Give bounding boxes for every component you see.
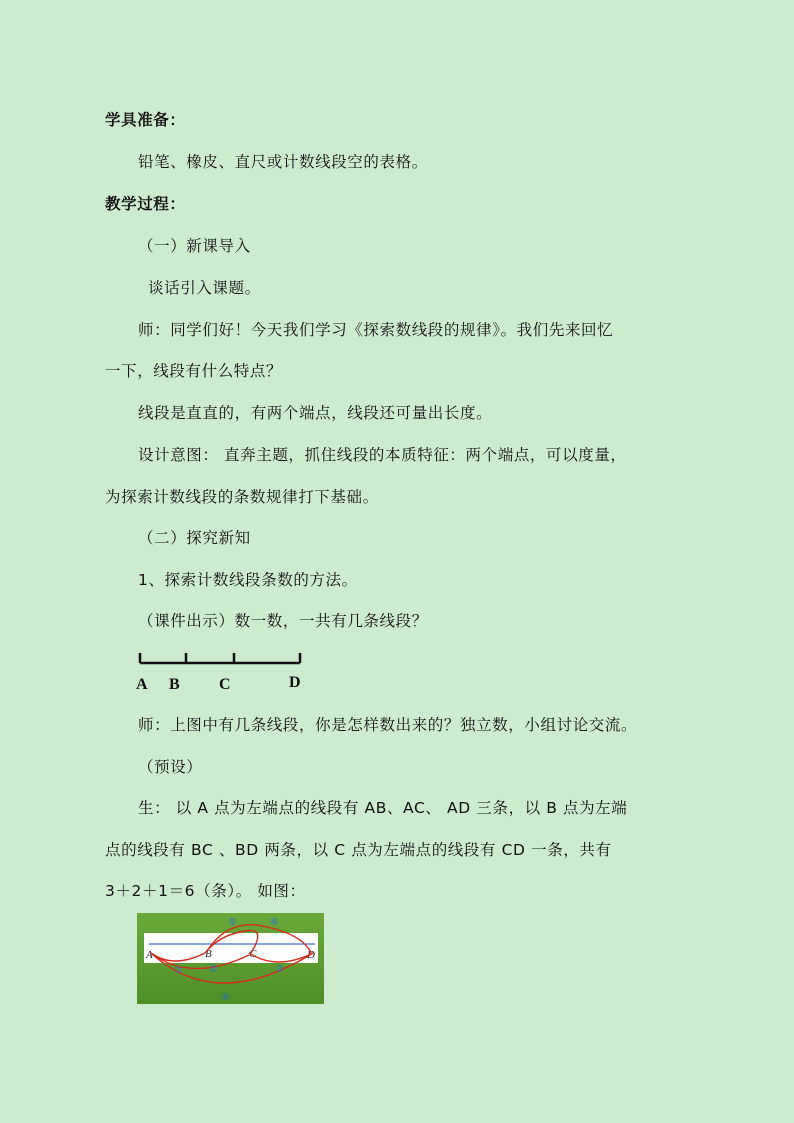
section-2-title: （二）探究新知 xyxy=(138,529,251,547)
paragraph: （预设） xyxy=(138,758,203,776)
paragraph: 师：同学们好！今天我们学习《探索数线段的规律》。我们先来回忆 xyxy=(138,321,614,339)
paragraph: （课件出示）数一数，一共有几条线段？ xyxy=(138,612,428,630)
materials-text: 铅笔、橡皮、直尺或计数线段空的表格。 xyxy=(138,153,428,171)
point-label-b: B xyxy=(169,676,180,693)
paragraph: 点的线段有 BC 、BD 两条，以 C 点为左端点的线段有 CD 一条，共有 xyxy=(105,841,612,859)
annotated-segment-figure xyxy=(137,913,324,1004)
paragraph: 1、探索计数线段条数的方法。 xyxy=(138,571,358,589)
circled-number: ③ xyxy=(275,964,284,975)
paragraph: 为探索计数线段的条数规律打下基础。 xyxy=(105,488,379,506)
point-label-d: D xyxy=(307,949,315,961)
circled-number: ① xyxy=(174,965,183,976)
point-label-c: C xyxy=(249,948,257,960)
paragraph: 生： 以 A 点为左端点的线段有 AB、AC、 AD 三条，以 B 点为左端 xyxy=(138,799,628,817)
segment-diagram xyxy=(133,648,308,693)
point-label-a: A xyxy=(146,949,153,961)
point-label-a: A xyxy=(136,676,148,693)
paragraph: 线段是直直的，有两个端点，线段还可量出长度。 xyxy=(138,404,493,422)
heading-process: 教学过程： xyxy=(105,195,186,213)
paragraph: 师：上图中有几条线段，你是怎样数出来的？独立数，小组讨论交流。 xyxy=(138,716,638,734)
paragraph: 一下，线段有什么特点？ xyxy=(105,362,283,380)
paragraph: 谈话引入课题。 xyxy=(148,279,261,297)
point-label-c: C xyxy=(219,676,231,693)
circled-number: ⑥ xyxy=(270,917,279,928)
section-1-title: （一）新课导入 xyxy=(138,237,251,255)
circled-number: ⑤ xyxy=(228,917,237,928)
paragraph: 设计意图： 直奔主题，抓住线段的本质特征：两个端点，可以度量， xyxy=(138,446,627,464)
paragraph: 3＋2＋1＝6（条）。 如图： xyxy=(105,882,306,900)
heading-materials: 学具准备： xyxy=(105,111,186,129)
point-label-d: D xyxy=(289,674,301,691)
point-label-b: B xyxy=(205,948,212,960)
circled-number: ② xyxy=(209,964,218,975)
circled-number: ④ xyxy=(221,992,230,1003)
